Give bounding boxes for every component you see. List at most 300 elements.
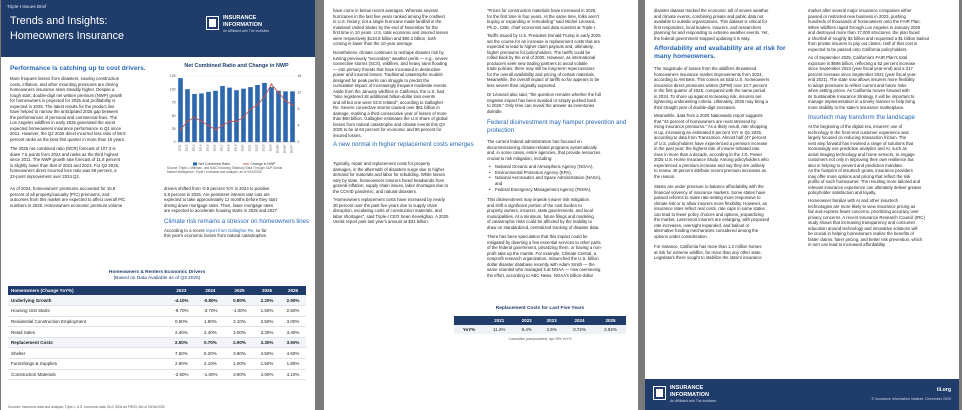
nwp-point — [278, 92, 280, 94]
iii-logo — [206, 14, 294, 34]
text-line: damage, marking a third consecutive year of losses of more — [333, 110, 447, 116]
text-line: technologies are more likely to view insurance pricing as — [808, 203, 916, 209]
table1-caption-2: (Based on Data Available as of Q3 2025) — [113, 276, 201, 281]
economic-drivers-table — [8, 286, 306, 380]
table1-header: Homeowners (Change YoY%) — [8, 286, 167, 295]
table-cell: Housing Unit Starts — [8, 306, 167, 317]
y-tick-label-right: 12 — [297, 90, 302, 95]
text-line: in U.S. history, not a single hurricane made landfall in the — [333, 19, 442, 24]
text-line: the effort, according to ABC News. NOAA's billion-dollar — [487, 272, 594, 278]
nwp-point — [264, 96, 266, 98]
table1-header: 2023 — [167, 286, 196, 295]
text-line: according to data from TransUnion. Almost half (47 percent — [654, 135, 767, 140]
text-line: in 2024. To shore up against increasing risk, insurers are — [654, 93, 762, 99]
chart-title: Net Combined Ratio and Change in NWP — [184, 63, 289, 69]
page-1 — [1, 0, 315, 410]
text-line: education around technology and innovative solutions will — [808, 225, 918, 231]
text-line: negative impact has been avoided or simply pushed back — [487, 97, 597, 103]
table-cell: 2.10% — [196, 359, 225, 370]
x-tick-label: 2018 — [226, 144, 231, 152]
x-tick-label: 2016 — [212, 144, 217, 152]
table-cell: 2.40% — [196, 327, 225, 338]
table-cell: 2.90% — [167, 359, 196, 370]
table-cell: Furnishings & Supplies — [8, 359, 167, 370]
text-line: set the course for an increase in replacement costs that are — [487, 38, 600, 44]
footer-logo-text-1: INSURANCE — [670, 385, 704, 391]
text-line: third straight year of double-digit increases. — [654, 104, 737, 110]
text-line: manage implementation in a timely manner to help bring — [808, 99, 916, 104]
bar — [290, 91, 295, 142]
text-line: than $50 billion. Gallagher estimates the U.S share of global — [333, 116, 448, 121]
text-line: Legislators there sought to stabilize the state's insurance — [654, 255, 762, 260]
text-line: the federal government stopped updating it in May. — [654, 35, 751, 41]
text-line: percent ranks as the best first quarter in more than 15 years. — [10, 136, 126, 142]
text-line: expected to lead to higher claim payouts and, ultimately, — [487, 44, 594, 49]
x-tick-label: 2019 — [233, 144, 238, 152]
text-line: nonprofit research organization, relaunched the U.S. billion — [487, 256, 599, 261]
text-line: is slightly lower than that of 2024 and 2023. For Q2 2025, — [10, 162, 120, 168]
text-line: since 2011. The NWP growth rate forecast of 11.8 percent — [10, 157, 121, 162]
x-tick-label: 2017 — [219, 144, 224, 152]
bar — [255, 85, 260, 142]
footer-band — [645, 379, 959, 410]
title-line-2: Homeowners Insurance — [10, 30, 125, 42]
text-line: Meanwhile, data from a 2025 Nationwide report suggests — [654, 113, 763, 118]
text-line: 2025 to be at 63 percent for economic and 86 percent for — [333, 127, 442, 132]
text-line: Homeowner familiar with AI and other insurtech — [808, 198, 899, 203]
text-line: trade policies, there may still be long-term repercussions — [487, 66, 595, 71]
text-line: expected in 2026. The latest results for the product line — [10, 103, 115, 109]
nwp-point — [292, 104, 294, 106]
table2-caption: Replacement Costs for Last Five Years — [495, 306, 585, 311]
text-line: municipalities. At a minimum, future filings and modeling — [487, 213, 594, 219]
text-line: technology in the front-end customer experience was — [808, 129, 909, 135]
text-line: relevant insurance experience can ultimately deliver greater — [808, 184, 922, 190]
table-row — [8, 369, 306, 380]
text-line: More frequent losses from disasters, soaring construction — [10, 76, 120, 81]
table2-note: Cumulative (compounded): apx 29% YoY% — [508, 337, 572, 341]
nwp-point — [201, 120, 203, 122]
text-line: for homeowners is projected for 2025 and profitability is — [10, 98, 116, 103]
table-cell: 2.50% — [280, 306, 306, 317]
table-cell: 2.50% — [254, 316, 280, 327]
text-line: convective storms (SCS), wildfires, and heavy rains flooding — [333, 61, 448, 66]
text-line: the COVID pandemic, and natural disasters. — [333, 188, 418, 194]
table-cell: 0.80% — [225, 295, 254, 306]
text-line: rolled back by the end of 2025. However, as international — [487, 55, 596, 60]
heading-replacement: A new normal in higher replacement costs emerges — [333, 141, 474, 148]
table-cell: 3.00% — [225, 327, 254, 338]
table-cell: 11.2% — [484, 325, 514, 334]
text-line: hurricanes in the last five years ranked among the costliest — [333, 13, 445, 19]
table-cell: -9.70% — [167, 306, 196, 317]
text-line: designed for peak perils can struggle to predict the — [333, 77, 430, 83]
ncr-nwp-chart — [163, 63, 310, 179]
bar — [269, 87, 274, 142]
text-line: and shift a significant portion of the cost burden to — [487, 202, 582, 208]
footer-logo — [653, 384, 743, 404]
text-line: insured losses. — [333, 132, 362, 138]
x-tick-label: 2024 — [268, 144, 273, 152]
table-cell: 2.5% — [539, 325, 564, 334]
text-line: options under consideration. — [654, 233, 708, 239]
x-tick-label: 2023 — [261, 144, 266, 152]
text-line: in the first quarter of 2025, compared with the same period — [654, 88, 766, 93]
text-line: down 7.5 points from 2024 and ranks as the third highest — [10, 151, 119, 157]
text-line: States are under pressure to balance affordability with the — [654, 184, 764, 189]
text-line: losses from natural catastrophe and climate events this Q3 — [333, 121, 445, 127]
nwp-point — [222, 125, 224, 127]
y-tick-label-left: 75 — [171, 100, 176, 105]
text-line: The 2025 net combined ratio (NCR) forecast of 107.2 is — [10, 146, 116, 151]
text-line: privacy concerns. A recent Insurance Research Council (IRC) — [808, 214, 925, 220]
table-cell: -4.10% — [167, 295, 196, 306]
y-tick-label-left: 0 — [173, 140, 176, 145]
text-line: For instance, California has more than 1.2 million homes — [654, 244, 762, 249]
nwp-point — [236, 120, 238, 122]
text-line: disruption, escalating costs of construction materials, and — [333, 208, 442, 213]
table-cell: 4.10% — [280, 369, 306, 380]
table-cell: 3.00% — [280, 316, 306, 327]
text-line: percent of all property/casualty (P/C) premiums, and — [10, 191, 110, 197]
text-line: to adopt premiums to reflect current and future risks — [808, 82, 907, 88]
table-cell: Retail Sales — [8, 327, 167, 338]
nwp-point — [215, 129, 217, 131]
x-tick-label: 2011 — [177, 144, 182, 152]
text-line: hundreds of thousands of homeowners onto the FAIR Plan. — [808, 19, 921, 24]
text-line: As of 2024, homeowners' premiums accounted for 15.8 — [10, 186, 116, 191]
text-line: have come in below recent averages. Whereas several — [333, 8, 438, 13]
text-line: financial solvency of insurance markets. Some states have — [654, 189, 766, 195]
text-line: power and insured losses. Traditional catastrophe models — [333, 72, 443, 77]
text-line: first responders, local leaders, insurers, and researchers — [654, 24, 762, 30]
text-line: end 2021). The state now allows insurers more flexibility — [808, 77, 915, 82]
footer-logo-tagline: An Affiliated with The Institutes — [670, 399, 717, 403]
text-line: can lead to fewer policy choices and options, jeopardizing — [654, 211, 764, 217]
agency-item: • Federal Emergency Management Agency (FEMA). — [487, 187, 633, 193]
chart-source-line: Market Intelligence; Triple-I forecasts and analysis, as of 9/15/2025. — [167, 170, 263, 174]
table-cell: 1.80% — [280, 359, 306, 370]
text-line: alternative funding mechanisms considered among the — [654, 228, 759, 233]
nwp-point — [180, 129, 182, 131]
text-line: numbers in 2025. Homeowners economic premium volume — [10, 202, 123, 208]
text-line: are expected to accelerate housing starts in 2026 and 2027. — [164, 208, 279, 213]
text-line: 2025 U.S. Home Insurance Study. Among policyholders who — [654, 157, 769, 162]
bar — [199, 93, 204, 142]
text-line: policyholder satisfaction and loyalty. — [808, 190, 877, 195]
table-cell: 2.10% — [225, 316, 254, 327]
text-line: experienced a premium increase and say they are unlikely — [654, 162, 765, 168]
logo-text-2: INFORMATION — [223, 22, 263, 28]
y-tick-label-left: 25 — [171, 127, 176, 131]
text-line: 2011. However, the Q2 2025 direct incurred loss ratio of 58.9 — [10, 131, 126, 136]
text-line: expected to be passed onto California policyholders. — [808, 46, 908, 52]
table-cell: 7.50% — [167, 348, 196, 359]
text-line: percent increase since September 2021 (year fiscal year- — [808, 71, 917, 77]
table-cell: 3.30% — [254, 327, 280, 338]
legend-label-line: Change in NWP — [250, 162, 276, 166]
text-line: When wildfires raged through Los Angeles in January 2025 — [808, 24, 921, 30]
text-line: — into primary threats that have increased in destructive — [333, 66, 441, 72]
bar — [227, 88, 232, 142]
table-row — [8, 306, 306, 317]
table-cell: Underlying Growth — [8, 295, 167, 306]
text-line: Typically, repair and replacement costs for property — [333, 161, 431, 166]
text-line: when setting prices. As California moves forward with — [808, 88, 910, 93]
text-line: passed reforms to make rate-setting more responsive to — [654, 195, 761, 200]
text-line: The current federal administration has focused on — [487, 139, 582, 144]
text-line: exposure is $696 billion, reflecting a 52 percent increase — [808, 60, 916, 66]
table-row — [8, 348, 306, 359]
text-line: property owners, insurers, state governments, and local — [487, 208, 593, 213]
agency-item: and — [495, 181, 503, 187]
text-line: faster claims, fairer pricing, and better risk prevention, which — [808, 236, 923, 242]
agency-item: • National Oceanic and Atmospheric Agency (NOAA), — [487, 164, 633, 170]
table-cell: 1.00% — [225, 359, 254, 370]
text-line: mainland United States by the end of November for the — [333, 24, 438, 30]
text-line: "Homeowners replacement costs have increased by nearly — [333, 197, 445, 202]
nwp-point — [285, 100, 287, 102]
x-tick-label: 2014 — [198, 144, 203, 152]
y-tick-label-left: 100 — [169, 87, 176, 92]
table-cell: 3.90% — [225, 369, 254, 380]
y-tick-label-right: 16 — [297, 74, 302, 79]
text-line: expected homeowners insurance performance in Q1 since — [10, 125, 122, 131]
text-line: a shortfall of roughly $4 billion and requested a $1 billion bailout — [808, 35, 930, 41]
text-line: have helped to narrow the anticipated 2025 gap between — [10, 109, 119, 114]
title-line-1: Trends and Insights: — [10, 15, 108, 27]
text-line: The magnitude of losses from the wildfires threatened — [654, 66, 757, 71]
text-line: rough start, double-digit net written premium (NWP) growth — [10, 92, 123, 98]
table-cell: 5.20% — [196, 348, 225, 359]
legend-label-bars: Net Combined Ratio — [198, 162, 231, 166]
text-line: coming in lower than the 10-year average. — [333, 41, 414, 46]
text-line: to 2026." Only time can reveal the answer as inventories — [487, 103, 595, 108]
bar — [248, 87, 253, 142]
table2-header: 2025 — [595, 316, 626, 325]
bar — [262, 83, 267, 142]
text-line: "also registered 18 additional billion-dollar loss events — [333, 94, 436, 99]
y-tick-label-right: 4 — [297, 123, 300, 128]
heading-performance: Performance is catching up to cost drivers. — [10, 65, 146, 72]
text-line: profile of each homeowner. The resulting more tailored and — [808, 179, 921, 184]
chart-source — [167, 166, 310, 174]
text-line: the market. Last-resort insurers are enlarging, with proposed — [654, 217, 770, 222]
para-climate-2: this year's economic losses from natural catastrophes — [164, 233, 267, 238]
bar — [234, 90, 239, 142]
table1-header: 2024 — [196, 286, 225, 295]
text-line: Los Angeles wildfires in early 2025 generated the worst — [10, 120, 116, 125]
table-cell: 4.00% — [254, 369, 280, 380]
text-line: first time in 10 years. U.S. total economic and insured losses — [333, 30, 449, 35]
table2-header — [454, 316, 484, 325]
text-line: for the overall availability and pricing of certain materials. — [487, 71, 595, 77]
table-row — [8, 295, 306, 306]
header-band — [1, 0, 315, 57]
text-line: damages, in the aftermath of disasters surge due to higher — [333, 166, 445, 172]
text-line: the performances of personal and commercial lines. The — [10, 114, 118, 120]
text-line: next step forward has involved a range of solutions that — [808, 140, 914, 146]
bar — [178, 78, 183, 142]
text-line: were respectively $134.8 billion and $90.3 billion, both — [333, 35, 436, 41]
footer-logo-text-2: INFORMATION — [670, 392, 710, 398]
agency-item: • National Aeronautics and Space Administration (NASA), — [487, 175, 633, 181]
text-line: At the beginning of the digital era, insurers' use of — [808, 124, 903, 129]
text-line: from private insurers to pay out claims. Half of that cost is — [808, 41, 918, 46]
text-line: of U.S. policyholders have experienced a premium increase — [654, 140, 768, 146]
text-line: profit take up the mantle. For example, Climate Central, a — [487, 250, 597, 256]
text-line: 30 percent over the past five years due to supply chain — [333, 202, 438, 208]
agency-item: • Environmental Protection Agency (EPA), — [487, 170, 633, 176]
text-line: "Prices for construction materials have increased in 2025, — [487, 8, 597, 13]
copyright: © Insurance Information Institute, December 2025 — [871, 397, 951, 401]
footer-logo-mark-icon — [653, 386, 666, 400]
text-line: may offer more options and pricing that reflect the risk — [808, 173, 911, 179]
table1-header: 2025 — [225, 286, 254, 295]
text-line: As of September 2025, California's FAIR Plan's total — [808, 55, 908, 60]
table-cell: Residential Construction Employment — [8, 316, 167, 327]
text-line: of catastrophic risks could be affected by the inability to — [487, 219, 593, 224]
text-line: This disinvestment may impede insurer risk mitigation — [487, 197, 589, 202]
text-line: at risk for extreme wildfire, far more than any other state. — [654, 249, 762, 255]
table-cell: 2.90% — [280, 295, 306, 306]
text-line: and, in some cases, entire agencies, that provide resources — [487, 150, 601, 155]
text-line: 0.8 percent in 2025. Are persistent interest rate cuts are — [164, 191, 270, 197]
x-tick-label: 2025F — [275, 144, 280, 154]
bar — [206, 92, 211, 142]
table-cell: 0.50% — [167, 316, 196, 327]
text-line: dollar disaster database recently with Adam Smith — the — [487, 261, 595, 267]
logo-text-1: INSURANCE — [223, 15, 257, 21]
text-line: Tariffs issued by U.S. President Donald Trump in early 2025 — [487, 33, 601, 38]
text-line: insurance rates reflect real costs, rate caps in some states — [654, 206, 765, 211]
chart-svg — [163, 70, 310, 170]
heading-affordability: Affordability and availability are at risk for many homeowners. — [654, 45, 786, 60]
table-cell: 1.90% — [196, 316, 225, 327]
text-line: Nonetheless, climate continues to reshape disaster risk by — [333, 50, 444, 55]
table-cell: 2.90% — [225, 337, 254, 348]
text-line: buying or expanding or remodeling" said Michel Léonard, — [487, 19, 596, 24]
heading-federal: Federal disinvestment may hamper prevention and protection — [487, 119, 627, 134]
x-tick-label: 2027F — [289, 144, 294, 154]
gallagher-link[interactable]: report from Gallagher Re — [205, 227, 254, 233]
para-climate-1: According to a recent report from Gallagher Re, so far — [164, 227, 267, 233]
text-line: vary by state, homeowners insurers faced headwinds from — [333, 177, 445, 183]
y-tick-label-left: 125 — [169, 74, 176, 79]
nwp-point — [187, 120, 189, 122]
table-cell: 4.50% — [254, 348, 280, 359]
table1-caption-1: Homeowners & Renters Economic Drivers — [108, 270, 206, 275]
table-row — [8, 359, 306, 370]
table1-caption — [7, 270, 307, 282]
text-line: labor shortages", said Triple-I CEO Sean Kevelighan. A 2025 — [333, 213, 449, 219]
text-line: driving down mortgage rates. Then, lower mortgage rates — [164, 202, 274, 208]
text-line: Ph.D., CBE, chief economist and data scientist at Triple-I. — [487, 24, 597, 30]
text-line: Aside from the January wildfires in California, the U.S. had — [333, 88, 445, 94]
heading-climate: Climate risk remains a stressor on homeowners lines — [164, 218, 310, 225]
nwp-point — [257, 104, 259, 106]
x-tick-label: 2020 — [240, 144, 245, 152]
nwp-point — [194, 116, 196, 118]
text-line: Meanwhile, the overall impact of tariffs so far appears to be — [487, 77, 600, 82]
text-line: costs, inflation, and other mounting pressures are driving — [10, 81, 118, 87]
text-line: according to AM Best. This comes as total U.S. homeowners — [654, 77, 770, 82]
table-cell: 2.92% — [595, 325, 626, 334]
text-line: rising insurance premiums." As a likely result, rate shopping — [654, 124, 768, 129]
table2-header: 2023 — [539, 316, 564, 325]
bar — [220, 86, 225, 142]
text-line: decommissioning climate-related programs systematically — [487, 144, 597, 150]
text-line: and climate events, combining private and public data not — [654, 13, 764, 19]
table1-header: 2026 — [280, 286, 306, 295]
text-line: largely focused on reducing transaction friction. The — [808, 135, 907, 140]
text-line: outcomes from this market are expected to affect overall P/C — [10, 197, 126, 202]
text-line: also in helping to prevent and prediction mandate. — [808, 162, 904, 168]
table-cell: -3.70% — [196, 306, 225, 317]
bar — [213, 91, 218, 142]
text-line: producers seek new trading partners to avoid volatile — [487, 60, 588, 66]
text-line: insurance direct premiums written (DPW) rose 10.7 percent — [654, 82, 767, 88]
website-link[interactable]: iii.org — [936, 387, 951, 393]
text-line: cumulative impact of increasingly frequent moderate events. — [333, 83, 448, 88]
brief-label: Triple-I Issues Brief — [7, 4, 47, 9]
text-line: general inflation, supply chain issues, labor shortages due to — [333, 183, 449, 188]
table-cell: 2.40% — [167, 327, 196, 338]
text-line: fair and express fewer concerns, prioritizing accuracy over — [808, 209, 919, 214]
table2-header: 2024 — [564, 316, 595, 325]
text-line: mitigated by diverting a few essential services to other parts — [487, 239, 601, 245]
bar — [276, 91, 281, 142]
table-cell: Shelter — [8, 348, 167, 359]
text-line: draw on standardized, centralized tracking of disaster data. — [487, 224, 600, 230]
text-line: disaster dataset tracked the economic toll of severe weather — [654, 8, 769, 13]
bar — [185, 89, 190, 142]
text-line: aerial imaging technology and home sensors, to engage — [808, 151, 915, 157]
x-tick-label: 2021 — [247, 144, 252, 152]
nwp-point — [229, 120, 231, 122]
text-line: paused or restricted new business in 2023, pushing — [808, 13, 906, 19]
text-line: higher premiums for policyholders. The tariffs could be — [487, 49, 591, 55]
table2-header: 2021 — [484, 316, 514, 325]
text-line: turning previously "secondary" weather perils — e.g., severe — [333, 55, 448, 61]
legend-swatch-bars — [193, 162, 197, 165]
logo-tagline: An Affiliated with The Institutes — [223, 29, 270, 33]
chart-source-line: Source: Triple-I, Milliman, and NAIC following Statutory Data Through S&P Global — [167, 166, 283, 170]
x-tick-label: 2013 — [191, 144, 196, 152]
page-3 — [645, 0, 959, 410]
text-line: market after several major insurance companies either — [808, 8, 912, 13]
nwp-point — [208, 125, 210, 127]
table-cell: 3.50% — [280, 337, 306, 348]
table-cell: 3.30% — [254, 337, 280, 348]
iii-logo-mark-icon — [206, 16, 219, 30]
x-tick-label: 2015 — [205, 144, 210, 152]
text-line: Verisk report puts last year's amount at $31 billion. — [333, 219, 429, 224]
table-cell: -1.00% — [225, 306, 254, 317]
table-cell: 1.50% — [254, 306, 280, 317]
y-tick-label-right: 0 — [297, 140, 300, 145]
text-line: crucial to risk mitigation, including: — [487, 155, 553, 161]
text-line: As the footprint of insurtech grows, insurance providers — [808, 168, 913, 173]
table-cell: 0.72% — [564, 325, 595, 334]
text-line: Dr Léonard also said, "the question remains whether the full — [487, 92, 601, 97]
table-cell: -2.90% — [167, 369, 196, 380]
text-line: of the federal government, privatizing them, or having a non- — [487, 245, 602, 250]
text-line: There has been speculation that this impact could be — [487, 234, 588, 239]
table-cell: -0.80% — [196, 295, 225, 306]
table-cell: 1.50% — [254, 359, 280, 370]
table-cell: Replacement Costs — [8, 337, 167, 348]
